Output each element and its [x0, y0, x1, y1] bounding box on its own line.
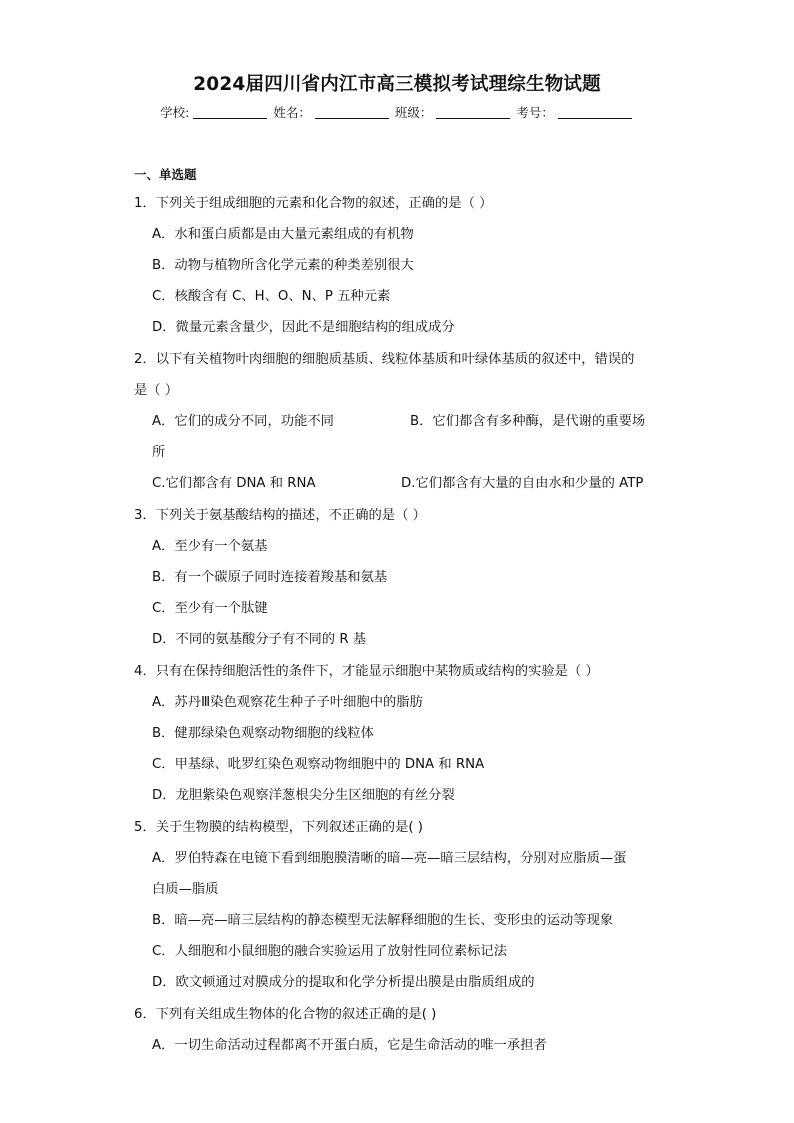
student-info-line — [0, 103, 794, 121]
question-4-option-d: D．龙胆紫染色观察洋葱根尖分生区细胞的有丝分裂 — [152, 788, 455, 803]
question-5-option-a-continued: 白质—脂质 — [152, 882, 219, 897]
question-3-option-a: A．至少有一个氨基 — [152, 539, 268, 554]
question-4-stem: 4．只有在保持细胞活性的条件下，才能显示细胞中某物质或结构的实验是（ ） — [134, 664, 599, 679]
question-3-option-b: B．有一个碳原子同时连接着羧基和氨基 — [152, 570, 388, 585]
name-label: 姓名： — [273, 105, 311, 120]
question-3-option-d: D．不同的氨基酸分子有不同的 R 基 — [152, 632, 367, 647]
question-2-option-c: C.它们都含有 DNA 和 RNA — [152, 476, 316, 491]
exam-number-blank[interactable] — [558, 106, 632, 119]
exam-number-label: 考号： — [516, 105, 554, 120]
question-2-option-a: A．它们的成分不同，功能不同 — [152, 414, 334, 429]
question-5-option-d: D．欧文顿通过对膜成分的提取和化学分析提出膜是由脂质组成的 — [152, 975, 535, 990]
question-6-option-a: A．一切生命活动过程都离不开蛋白质，它是生命活动的唯一承担者 — [152, 1038, 547, 1053]
question-5-option-a: A．罗伯特森在电镜下看到细胞膜清晰的暗—亮—暗三层结构，分别对应脂质—蛋 — [152, 851, 627, 866]
question-4-option-c: C．甲基绿、吡罗红染色观察动物细胞中的 DNA 和 RNA — [152, 757, 485, 772]
question-4-option-b: B．健那绿染色观察动物细胞的线粒体 — [152, 726, 374, 741]
question-5-stem: 5．关于生物膜的结构模型，下列叙述正确的是( ) — [134, 820, 423, 835]
question-1-option-c: C．核酸含有 C、H、O、N、P 五种元素 — [152, 289, 391, 304]
question-6-stem: 6．下列有关组成生物体的化合物的叙述正确的是( ) — [134, 1007, 437, 1022]
school-label: 学校: — [160, 105, 190, 120]
question-1-option-a: A．水和蛋白质都是由大量元素组成的有机物 — [152, 227, 414, 242]
question-1-option-b: B．动物与植物所含化学元素的种类差别很大 — [152, 258, 414, 273]
question-1-option-d: D．微量元素含量少，因此不是细胞结构的组成成分 — [152, 320, 455, 335]
question-3-option-c: C．至少有一个肽键 — [152, 601, 268, 616]
question-5-option-b: B．暗—亮—暗三层结构的静态模型无法解释细胞的生长、变形虫的运动等现象 — [152, 913, 614, 928]
class-blank[interactable] — [436, 106, 510, 119]
section-heading: 一、单选题 — [134, 167, 197, 182]
question-4-option-a: A．苏丹Ⅲ染色观察花生种子子叶细胞中的脂肪 — [152, 695, 423, 710]
question-1-stem: 1．下列关于组成细胞的元素和化合物的叙述，正确的是（ ） — [134, 196, 493, 211]
class-label: 班级： — [394, 105, 433, 120]
question-3-stem: 3．下列关于氨基酸结构的描述，不正确的是（ ） — [134, 508, 426, 523]
name-blank[interactable] — [315, 106, 389, 119]
question-5-option-c: C．人细胞和小鼠细胞的融合实验运用了放射性同位素标记法 — [152, 944, 508, 959]
question-2-option-b-continued: 所 — [152, 445, 166, 460]
school-blank[interactable] — [193, 106, 267, 119]
question-2-stem-continued: 是（ ） — [134, 383, 179, 398]
question-2-option-d: D.它们都含有大量的自由水和少量的 ATP — [401, 476, 644, 491]
page-title: 2024届四川省内江市高三模拟考试理综生物试题 — [193, 74, 601, 95]
question-2-option-b: B．它们都含有多种酶，是代谢的重要场 — [410, 414, 646, 429]
question-2-stem: 2．以下有关植物叶肉细胞的细胞质基质、线粒体基质和叶绿体基质的叙述中，错误的 — [134, 352, 635, 367]
